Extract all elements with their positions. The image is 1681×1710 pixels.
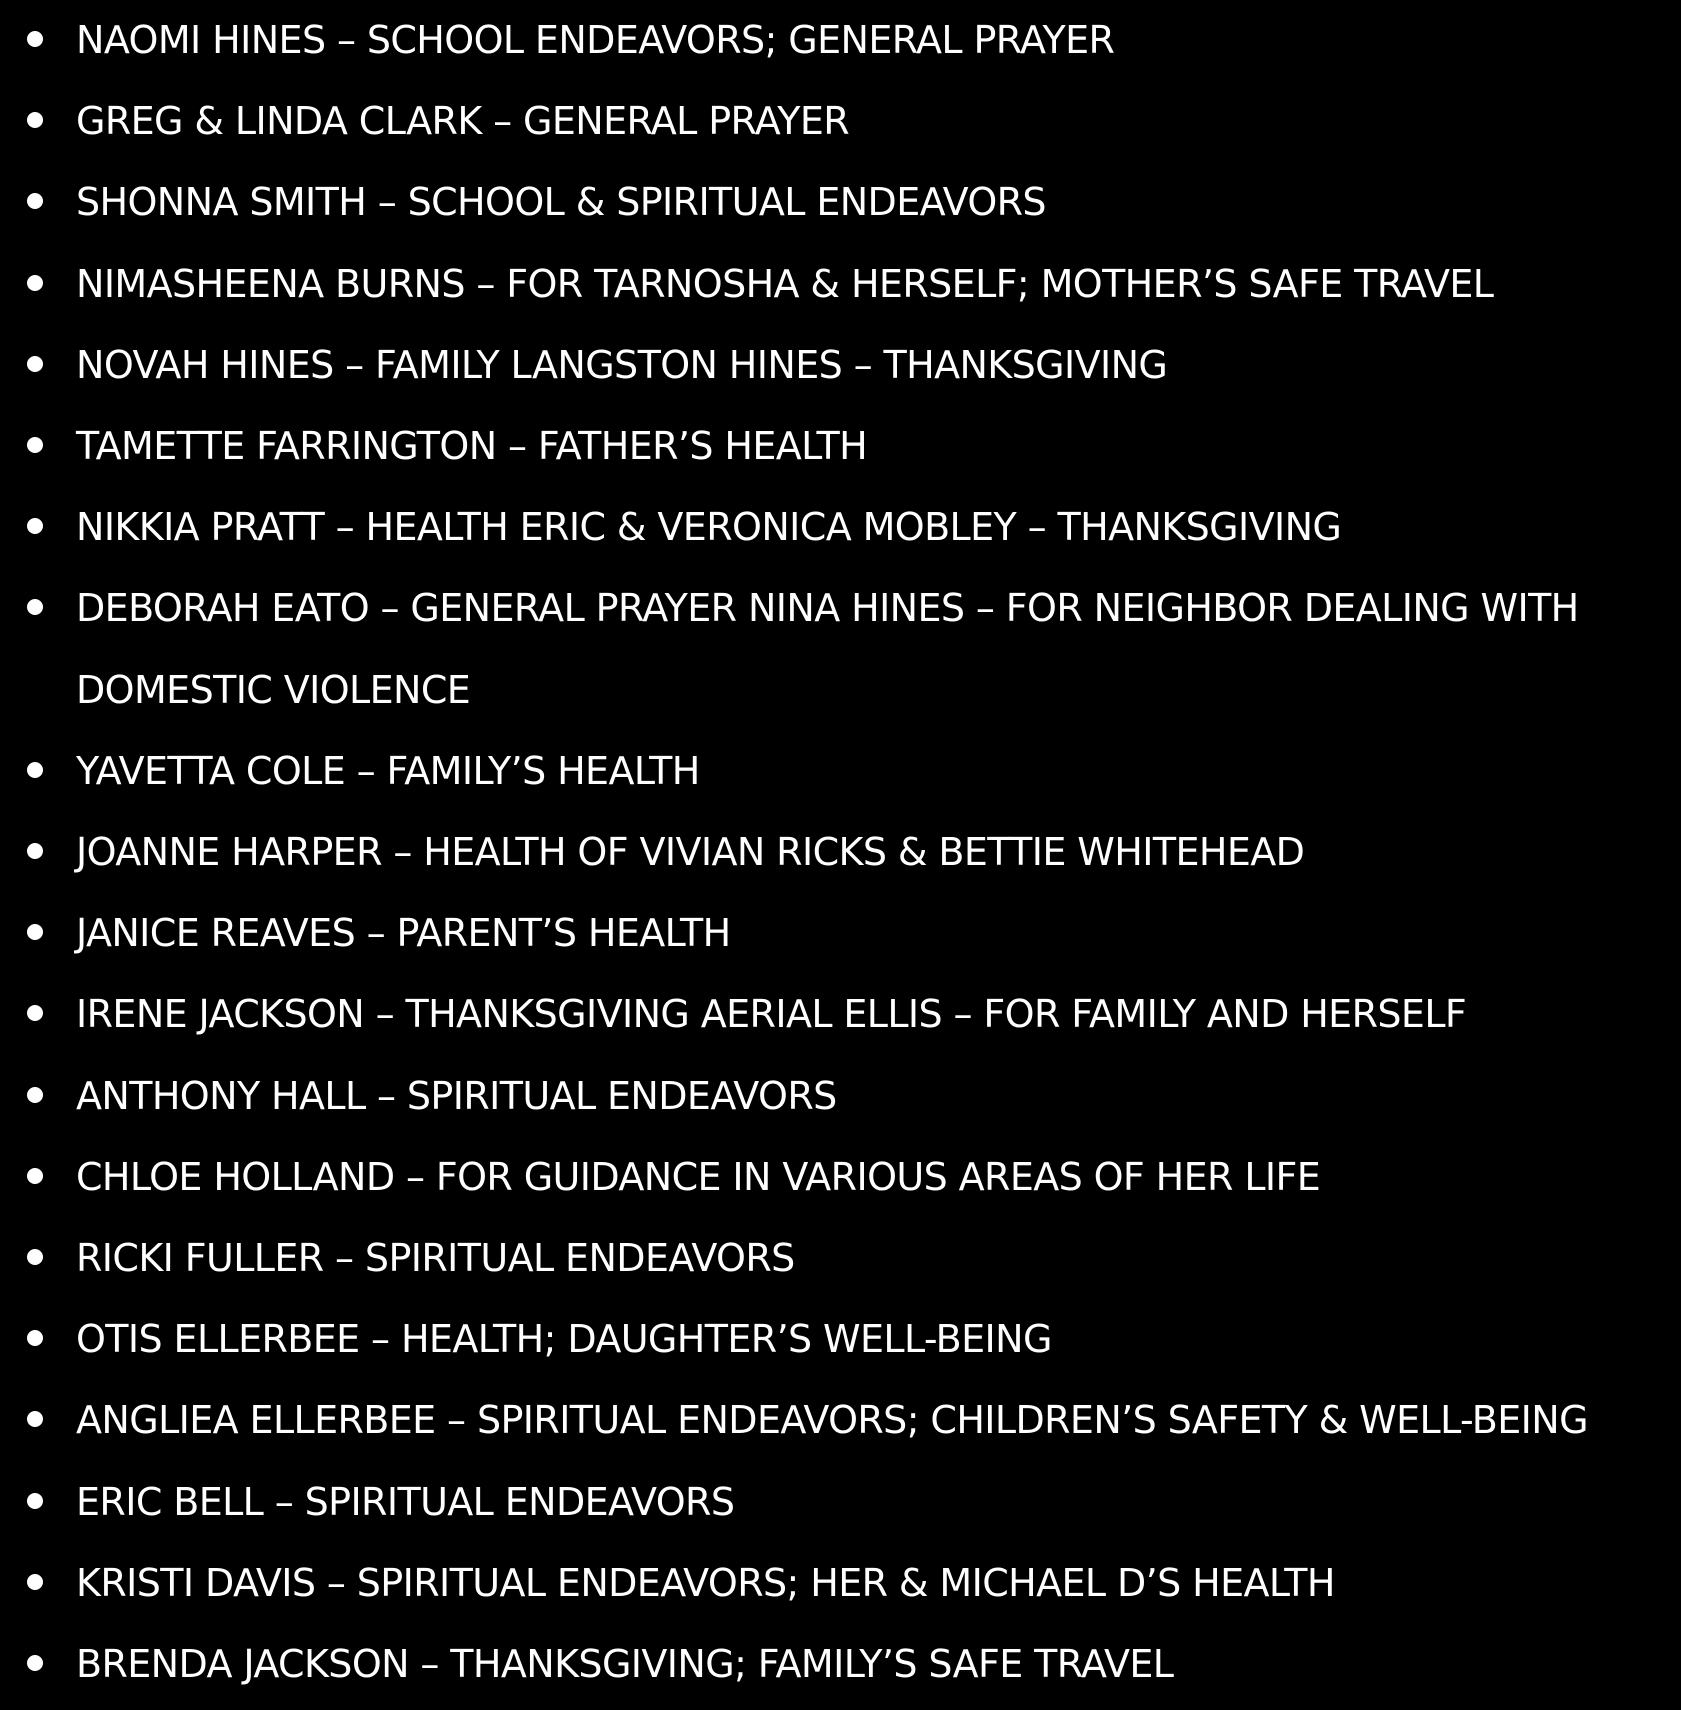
list-item [0,1056,1681,1137]
list-item [0,325,1681,406]
list-item-text: ANGLIEA ELLERBEE – SPIRITUAL ENDEAVORS; CHILDREN’S SAFETY & WELL-BEING [76,1398,1588,1443]
bullet-icon [27,1005,43,1021]
bullet-icon [27,924,43,940]
bullet-icon [27,1087,43,1103]
list-item [0,974,1681,1055]
bullet-icon [27,762,43,778]
list-item [0,1462,1681,1543]
list-item-text: RICKI FULLER – SPIRITUAL ENDEAVORS [76,1236,795,1281]
bullet-icon [27,1655,43,1671]
list-item-text: OTIS ELLERBEE – HEALTH; DAUGHTER’S WELL-BEING [76,1317,1052,1362]
list-item-text: TAMETTE FARRINGTON – FATHER’S HEALTH [76,424,868,469]
list-item [0,568,1681,730]
list-item [0,0,1681,81]
list-item [0,1137,1681,1218]
list-item-text: JOANNE HARPER – HEALTH OF VIVIAN RICKS & BETTIE WHITEHEAD [76,830,1305,875]
list-item [0,162,1681,243]
list-item [0,893,1681,974]
list-item-text: GREG & LINDA CLARK – GENERAL PRAYER [76,99,850,144]
bullet-icon [27,843,43,859]
list-item-text: BRENDA JACKSON – THANKSGIVING; FAMILY’S SAFE TRAVEL [76,1642,1174,1687]
bullet-icon [27,437,43,453]
list-item-text: DEBORAH EATO – GENERAL PRAYER NINA HINES – FOR NEIGHBOR DEALING WITH DOMESTIC VIOLENCE [76,586,1579,712]
list-item [0,244,1681,325]
list-item-text: NAOMI HINES – SCHOOL ENDEAVORS; GENERAL PRAYER [76,18,1115,62]
list-item [0,406,1681,487]
list-item [0,487,1681,568]
list-item-text: NIKKIA PRATT – HEALTH ERIC & VERONICA MOBLEY – THANKSGIVING [76,505,1342,550]
list-item [0,81,1681,162]
list-item [0,1299,1681,1380]
list-item-text: NIMASHEENA BURNS – FOR TARNOSHA & HERSELF; MOTHER’S SAFE TRAVEL [76,261,1494,306]
bullet-icon [27,1411,43,1427]
bullet-icon [27,193,43,209]
bullet-icon [27,1249,43,1265]
bullet-icon [27,1493,43,1509]
list-item [0,812,1681,893]
bullet-icon [27,518,43,534]
list-item-text: JANICE REAVES – PARENT’S HEALTH [76,911,731,956]
bullet-icon [27,356,43,372]
list-item-text: KRISTI DAVIS – SPIRITUAL ENDEAVORS; HER & MICHAEL D’S HEALTH [76,1560,1335,1605]
bullet-icon [27,1574,43,1590]
list-item-text: NOVAH HINES – FAMILY LANGSTON HINES – THANKSGIVING [76,342,1168,387]
list-item [0,731,1681,812]
list-item [0,1543,1681,1624]
list-item-text: IRENE JACKSON – THANKSGIVING AERIAL ELLIS – FOR FAMILY AND HERSELF [76,992,1467,1037]
list-item [0,1380,1681,1461]
list-item [0,1218,1681,1299]
list-item-text: YAVETTA COLE – FAMILY’S HEALTH [76,748,700,793]
list-item [0,1624,1681,1705]
bullet-icon [27,275,43,291]
list-item-text: SHONNA SMITH – SCHOOL & SPIRITUAL ENDEAVORS [76,180,1046,225]
list-item-text: ERIC BELL – SPIRITUAL ENDEAVORS [76,1479,735,1524]
list-item-text: CHLOE HOLLAND – FOR GUIDANCE IN VARIOUS AREAS OF HER LIFE [76,1154,1321,1199]
bullet-icon [27,1168,43,1184]
list-item-text: ANTHONY HALL – SPIRITUAL ENDEAVORS [76,1073,837,1118]
bullet-icon [27,31,43,47]
bullet-icon [27,112,43,128]
bullet-icon [27,599,43,615]
bullet-icon [27,1330,43,1346]
